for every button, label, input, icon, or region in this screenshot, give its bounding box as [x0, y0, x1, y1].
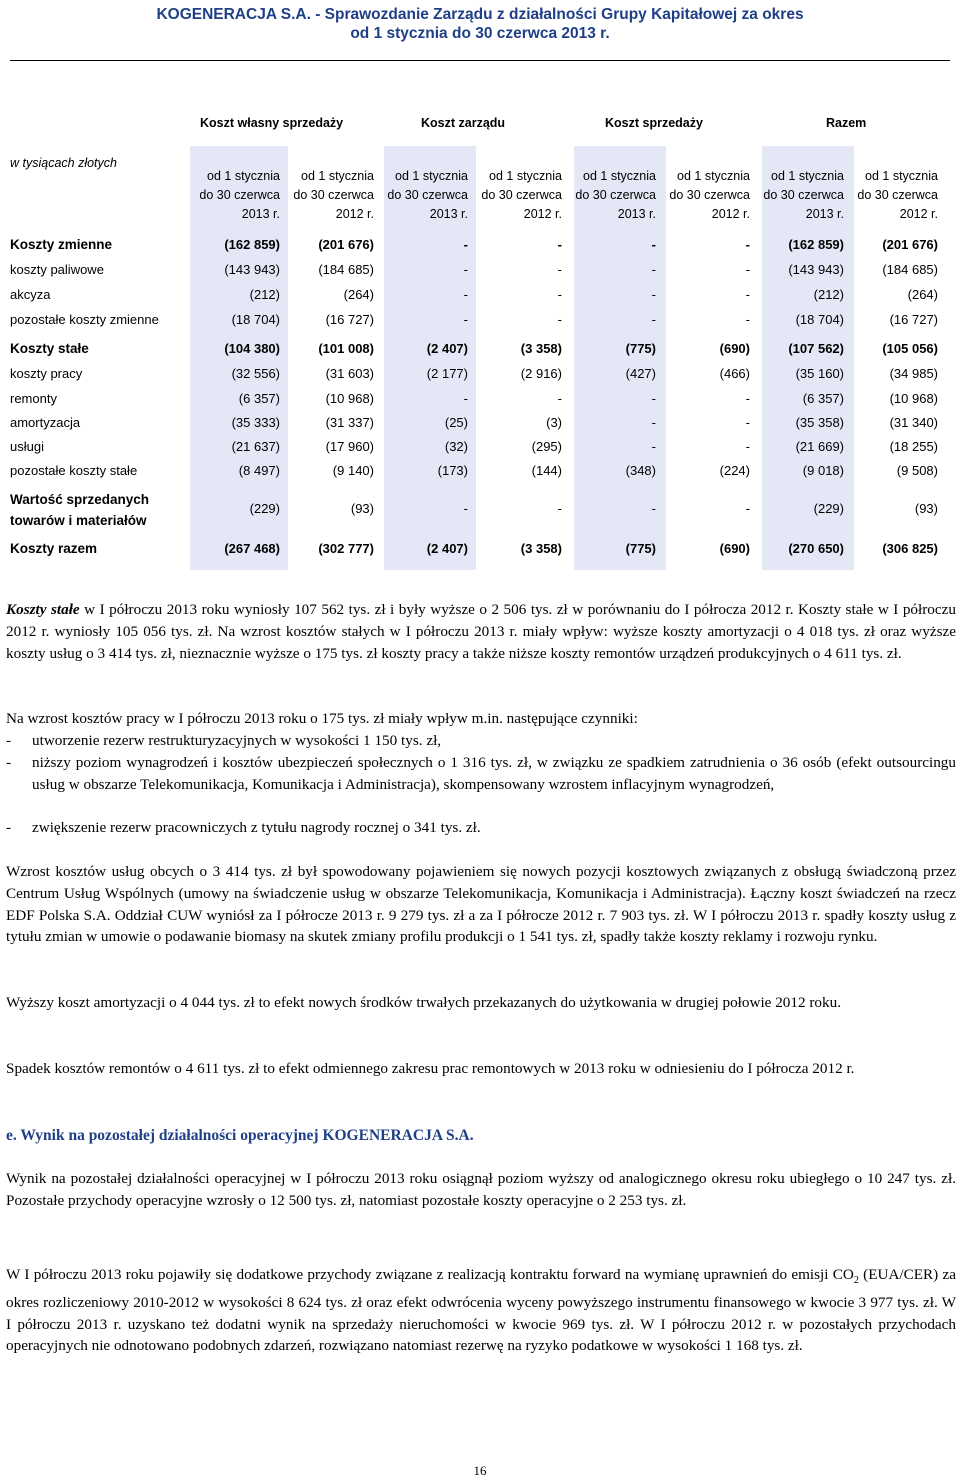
row-label: pozostałe koszty zmienne — [10, 312, 159, 327]
table-cell: - — [745, 312, 750, 327]
table-cell: - — [651, 415, 656, 430]
table-row — [0, 460, 960, 484]
table-row — [0, 388, 960, 412]
paragraph-depreciation: Wyższy koszt amortyzacji o 4 044 tys. zł to efekt nowych środków trwałych przekazanych do użytkowania w drugiej połowie 2012 roku. — [6, 994, 842, 1011]
table-cell: (31 337) — [325, 415, 374, 430]
table-cell: (32 556) — [231, 366, 280, 381]
table-cell: (93) — [350, 501, 374, 516]
table-cell: - — [745, 262, 750, 277]
table-cell: (144) — [531, 463, 562, 478]
table-cell: (690) — [719, 541, 750, 556]
table-cell: - — [745, 415, 750, 430]
table-cell: (18 704) — [231, 312, 280, 327]
table-row — [0, 259, 960, 283]
table-cell: (229) — [813, 501, 844, 516]
table-cell: - — [557, 237, 562, 252]
table-cell: - — [557, 262, 562, 277]
column-header: od 1 stycznia do 30 czerwca 2012 r. — [293, 169, 374, 221]
goods-row-label: Wartość sprzedanych towarów i materiałów — [10, 492, 150, 528]
table-cell: (35 160) — [795, 366, 844, 381]
table-cell: - — [557, 312, 562, 327]
table-cell: (775) — [625, 341, 656, 356]
table-cell: (107 562) — [788, 341, 844, 356]
report-header — [10, 5, 950, 61]
table-cell: (2 177) — [426, 366, 468, 381]
table-cell: (212) — [249, 287, 280, 302]
list-item: - utworzenie rezerw restrukturyzacyjnych w wysokości 1 150 tys. zł, — [6, 732, 442, 749]
column-header: od 1 stycznia do 30 czerwca 2013 r. — [575, 169, 656, 221]
column-header: od 1 stycznia do 30 czerwca 2012 r. — [669, 169, 750, 221]
table-cell: - — [745, 501, 750, 516]
section-heading: e. Wynik na pozostałej działalności operacyjnej KOGENERACJA S.A. — [6, 1127, 474, 1144]
paragraph-other-operating: Wynik na pozostałej działalności operacyjnej w I półroczu 2013 roku osiągnął poziom wyższy od analogicznego okresu roku ubiegłego o 10 247 tys. zł. Pozostałe przychody operacyjne wzrosły o 12 500 tys. zł, natomiast pozostałe koszty operacyjne o 2 253 tys. zł. — [6, 1170, 956, 1209]
column-header: od 1 stycznia do 30 czerwca 2013 r. — [763, 169, 844, 221]
table-cell: (143 943) — [224, 262, 280, 277]
table-cell: - — [463, 312, 468, 327]
table-cell: (101 008) — [318, 341, 374, 356]
page-number: 16 — [473, 1463, 487, 1478]
table-cell: (3) — [546, 415, 562, 430]
row-label: pozostałe koszty stałe — [10, 463, 138, 478]
row-label: amortyzacja — [10, 415, 81, 430]
table-cell: (16 727) — [889, 312, 938, 327]
header-title-line1: KOGENERACJA S.A. - Sprawozdanie Zarządu z działalności Grupy Kapitałowej za okres — [156, 6, 804, 23]
table-cell: (270 650) — [788, 541, 844, 556]
table-cell: (212) — [813, 287, 844, 302]
table-cell: (6 357) — [238, 391, 280, 406]
table-cell: - — [651, 439, 656, 454]
row-label: Koszty stałe — [10, 341, 89, 356]
table-cell: (18 255) — [889, 439, 938, 454]
row-label: Koszty zmienne — [10, 237, 113, 252]
table-row — [0, 338, 960, 362]
table-cell: (201 676) — [882, 237, 938, 252]
table-cell: (31 603) — [325, 366, 374, 381]
paragraph-repairs: Spadek kosztów remontów o 4 611 tys. zł to efekt odmiennego zakresu prac remontowych w 2013 roku w odniesieniu do I półrocza 2012 r. — [6, 1060, 855, 1077]
table-cell: (173) — [437, 463, 468, 478]
group-header-cost-of-sales: Koszt własny sprzedaży — [200, 116, 344, 130]
table-cell: (224) — [719, 463, 750, 478]
table-row — [0, 363, 960, 387]
table-row — [0, 234, 960, 258]
table-cell: (162 859) — [788, 237, 844, 252]
table-row — [0, 309, 960, 333]
table-cell: (267 468) — [224, 541, 280, 556]
table-cell: (264) — [907, 287, 938, 302]
table-row — [0, 412, 960, 436]
table-cell: (25) — [444, 415, 468, 430]
table-cell: - — [651, 262, 656, 277]
paragraph-labor-intro: Na wzrost kosztów pracy w I półroczu 2013 roku o 175 tys. zł miały wpływ m.in. następujące czynniki: — [6, 710, 638, 727]
group-header-selling-cost: Koszt sprzedaży — [605, 116, 703, 130]
table-cell: (690) — [719, 341, 750, 356]
table-cell: - — [745, 287, 750, 302]
table-cell: - — [557, 501, 562, 516]
table-cell: (17 960) — [325, 439, 374, 454]
table-cell: - — [557, 287, 562, 302]
paragraph-fixed-costs: Koszty stałe w I półroczu 2013 roku wyniosły 107 562 tys. zł i były wyższe o 2 506 tys. zł w porównaniu do I półrocza 2012 r. Koszty stałe w I półroczu 2012 r. wyniosły 105 056 tys. zł. Na wzrost kosztów stałych w I półroczu 2013 r. miały wpływ: wyższe koszty amortyzacji o 4 018 tys. zł oraz wyższe koszty usług o 3 414 tys. zł, nieznacznie wyższe o 175 tys. zł koszty pracy a także niższe koszty remontów urządzeń produkcyjnych o 4 611 tys. zł. — [6, 601, 956, 662]
table-cell: (2 916) — [520, 366, 562, 381]
table-cell: (9 018) — [802, 463, 844, 478]
column-header: od 1 stycznia do 30 czerwca 2013 r. — [199, 169, 280, 221]
table-cell: (348) — [625, 463, 656, 478]
table-cell: - — [745, 237, 750, 252]
table-cell: (10 968) — [325, 391, 374, 406]
table-cell: (143 943) — [788, 262, 844, 277]
table-cell: (32) — [444, 439, 468, 454]
table-cell: (6 357) — [802, 391, 844, 406]
table-cell: (9 508) — [896, 463, 938, 478]
column-header: od 1 stycznia do 30 czerwca 2012 r. — [481, 169, 562, 221]
unit-label: w tysiącach złotych — [10, 156, 117, 170]
table-cell: (10 968) — [889, 391, 938, 406]
column-header: od 1 stycznia do 30 czerwca 2012 r. — [857, 169, 938, 221]
list-item: - zwiększenie rezerw pracowniczych z tytułu nagrody rocznej o 341 tys. zł. — [6, 819, 481, 836]
table-row — [0, 284, 960, 308]
table-cell: - — [463, 262, 468, 277]
table-cell: - — [745, 391, 750, 406]
table-cell: - — [557, 391, 562, 406]
table-cell: - — [463, 391, 468, 406]
table-cell: - — [651, 312, 656, 327]
table-cell: (201 676) — [318, 237, 374, 252]
table-cell: - — [463, 237, 468, 252]
row-label: Koszty razem — [10, 541, 98, 556]
table-cell: - — [651, 237, 656, 252]
table-cell: - — [745, 439, 750, 454]
group-header-admin-cost: Koszt zarządu — [421, 116, 506, 130]
table-cell: (34 985) — [889, 366, 938, 381]
table-cell: (2 407) — [426, 341, 468, 356]
group-header-total: Razem — [826, 116, 867, 130]
table-cell: (295) — [531, 439, 562, 454]
table-cell: (184 685) — [318, 262, 374, 277]
table-row — [0, 436, 960, 460]
table-cell: (3 358) — [520, 341, 562, 356]
list-item: - niższy poziom wynagrodzeń i kosztów ubezpieczeń społecznych o 1 316 tys. zł, w związku ze spadkiem zatrudnienia o 36 osób (efekt outsourcingu usług w obszarze Telekomunikacja, Komunikacja i Administracja), skompensowany wzrostem inflacyjnym wynagrodzeń, — [6, 754, 956, 793]
table-cell: (3 358) — [520, 541, 562, 556]
table-cell: (21 669) — [795, 439, 844, 454]
table-cell: - — [651, 287, 656, 302]
table-cell: - — [651, 391, 656, 406]
table-cell: (306 825) — [882, 541, 938, 556]
paragraph-services: Wzrost kosztów usług obcych o 3 414 tys. zł był spowodowany pojawieniem się nowych pozycji kosztowych związanych z obsługą świadczoną przez Centrum Usług Wspólnych (umowy na świadczenie usług w obszarze Telekomunikacja, Komunikacja i Administracja). Łączny koszt świadczeń na rzecz EDF Polska S.A. Oddział CUW wyniósł za I półrocze 2013 r. 9 279 tys. zł a za I półrocze 2012 r. 7 903 tys. zł. W I półroczu 2013 r. spadły koszty usług z tytułu zmian w umowie o podawanie biomasy na skutek zmiany profilu produkcji o 1 541 tys. zł, spadły także koszty reklamy i rozwoju rynku. — [6, 863, 956, 946]
row-label: usługi — [10, 439, 44, 454]
table-cell: - — [651, 501, 656, 516]
table-cell: (162 859) — [224, 237, 280, 252]
table-cell: (104 380) — [224, 341, 280, 356]
table-cell: (16 727) — [325, 312, 374, 327]
table-cell: (775) — [625, 541, 656, 556]
table-row-total — [0, 538, 960, 562]
table-cell: (302 777) — [318, 541, 374, 556]
table-cell: - — [463, 287, 468, 302]
table-cell: (2 407) — [426, 541, 468, 556]
table-cell: (184 685) — [882, 262, 938, 277]
table-cell: (35 333) — [231, 415, 280, 430]
paragraph-forward-contract: W I półroczu 2013 roku pojawiły się dodatkowe przychody związane z realizacją kontraktu forward na wymianę uprawnień do emisji $CO_2$ (EUA/CER) za okres rozliczeniowy 2010-2012 w wysokości 8 624 tys. zł oraz efekt odwrócenia wyceny powyższego instrumentu finansowego w kwocie 3 977 tys. zł. W I półroczu 2013 r. uzyskano też dodatni wynik na sprzedaży nieruchomości w kwocie 969 tys. zł. W I półroczu 2012 r. w pozostałych przychodach operacyjnych nie odnotowano podobnych zdarzeń, rozwiązano natomiast rezerwę na ryzyko podatkowe w wysokości 1 168 tys. zł. — [6, 1266, 956, 1355]
table-cell: (18 704) — [795, 312, 844, 327]
table-cell: (21 637) — [231, 439, 280, 454]
table-cell: (8 497) — [238, 463, 280, 478]
row-label: remonty — [10, 391, 57, 406]
table-cell: (264) — [343, 287, 374, 302]
row-label: koszty pracy — [10, 366, 83, 381]
row-label: koszty paliwowe — [10, 262, 104, 277]
table-cell: (466) — [719, 366, 750, 381]
table-cell: (427) — [625, 366, 656, 381]
table-row-goods — [0, 498, 960, 522]
table-cell: (9 140) — [332, 463, 374, 478]
column-header: od 1 stycznia do 30 czerwca 2013 r. — [387, 169, 468, 221]
row-label: akcyza — [10, 287, 51, 302]
table-cell: (93) — [914, 501, 938, 516]
header-title-line2: od 1 stycznia do 30 czerwca 2013 r. — [350, 25, 610, 42]
table-cell: (35 358) — [795, 415, 844, 430]
table-cell: (31 340) — [889, 415, 938, 430]
table-cell: (229) — [249, 501, 280, 516]
table-cell: - — [463, 501, 468, 516]
table-cell: (105 056) — [882, 341, 938, 356]
